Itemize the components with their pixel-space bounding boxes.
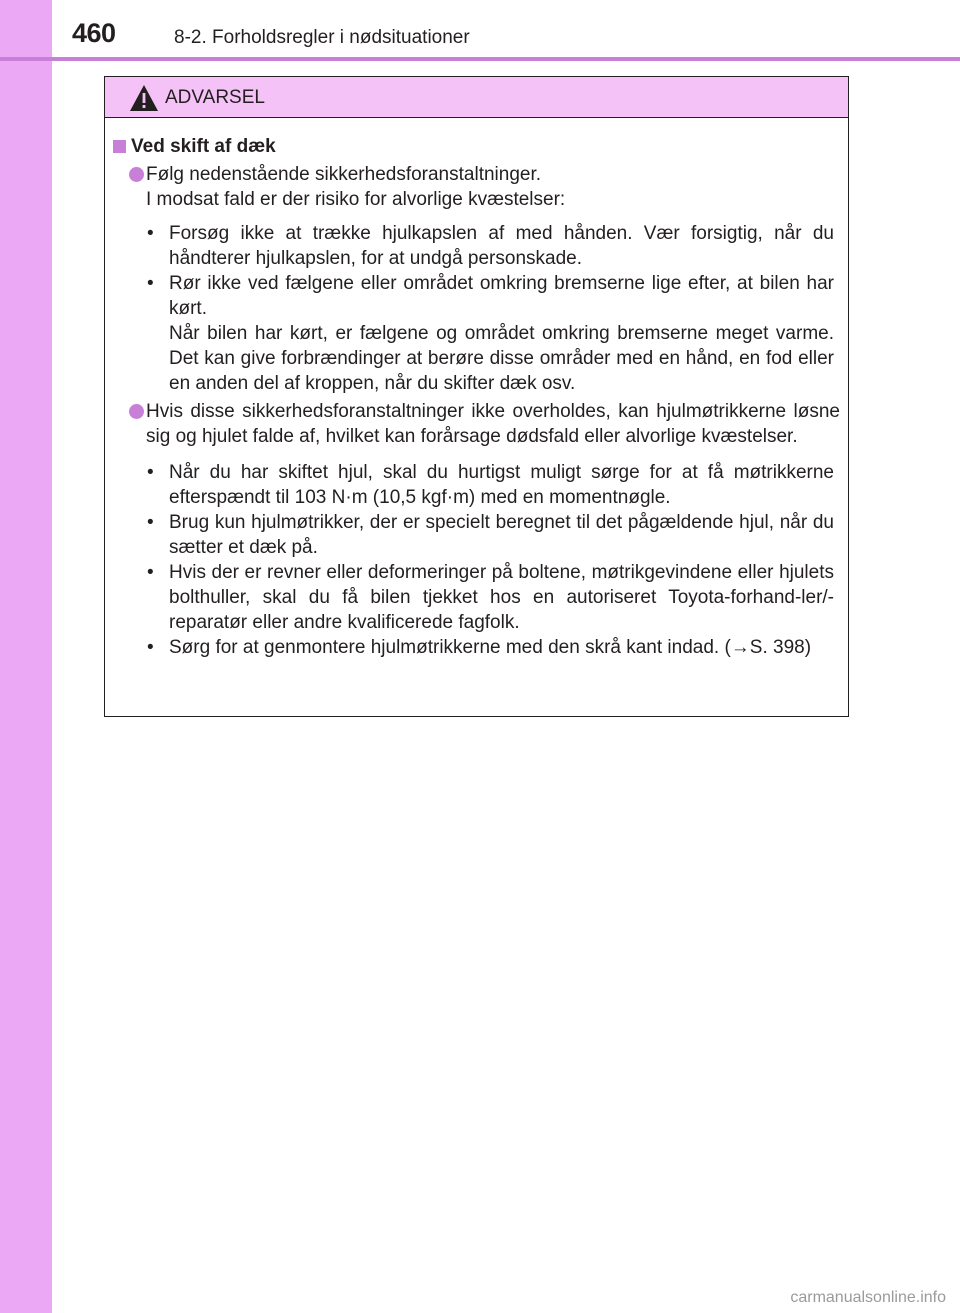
- header-tab: [0, 0, 52, 58]
- sub-item-text: Rør ikke ved fælgene eller området omkring bremserne lige efter, at bilen har kørt.: [169, 273, 834, 319]
- circle-bullet-icon: [129, 404, 144, 419]
- item-text: I modsat fald er der risiko for alvorlige kvæstelser:: [146, 189, 566, 210]
- section-heading: [105, 134, 848, 159]
- bullet-icon: •: [147, 223, 154, 244]
- sub-item-text: Brug kun hjulmøtrikker, der er specielt beregnet til det pågældende hjul, når du sætter et dæk på.: [169, 512, 834, 558]
- bullet-icon: •: [147, 273, 154, 294]
- sub-item-text: Når bilen har kørt, er fælgene og området omkring bremserne meget varme. Det kan give forbrændinger at berøre disse områder med en hånd, en fod eller en anden del af kroppen, når du skifter dæk osv.: [169, 323, 834, 394]
- page-header: [0, 0, 960, 58]
- bullet-icon: •: [147, 462, 154, 483]
- chapter-sidebar: [0, 0, 52, 1313]
- sub-item-text: Når du har skiftet hjul, skal du hurtigst muligt sørge for at få møtrikkerne efterspændt til 103 N·m (10,5 kgf·m) med en momentnøgle.: [169, 462, 834, 508]
- sub-list-item: [105, 635, 848, 660]
- warning-title: ADVARSEL: [165, 87, 265, 108]
- sub-item-text: Forsøg ikke at trække hjulkapslen af med hånden. Vær forsigtig, når du håndterer hjulkapslen, for at undgå personskade.: [169, 223, 834, 269]
- bullet-icon: •: [147, 562, 154, 583]
- sub-list-item: [105, 460, 848, 510]
- item-text: Følg nedenstående sikkerhedsforanstaltninger.: [146, 164, 542, 185]
- warning-header: [105, 77, 848, 118]
- list-item: [105, 399, 848, 449]
- sub-list-item: [105, 271, 848, 396]
- sub-list: [105, 221, 848, 396]
- header-divider: [0, 57, 960, 61]
- sub-list-item: [105, 221, 848, 271]
- page-number: 460: [72, 18, 116, 48]
- sub-item-text: Sørg for at genmontere hjulmøtrikkerne med den skrå kant indad. (→S. 398): [169, 637, 812, 658]
- sub-list-item: [105, 560, 848, 635]
- chapter-title: 8-2. Forholdsregler i nødsituationer: [174, 27, 470, 48]
- list-item: [105, 162, 848, 212]
- sub-list-item: [105, 510, 848, 560]
- warning-box: [104, 76, 849, 717]
- warning-body: [105, 134, 848, 660]
- circle-bullet-icon: [129, 167, 144, 182]
- section-title: Ved skift af dæk: [131, 136, 276, 157]
- sub-item-text: Hvis der er revner eller deformeringer på boltene, møtrikgevindene eller hjulets bolthuller, skal du få bilen tjekket hos en autoriseret Toyota-forhand-ler/-reparatør eller andre kvalificerede fagfolk.: [169, 562, 834, 633]
- square-bullet-icon: [113, 140, 126, 153]
- bullet-icon: •: [147, 512, 154, 533]
- warning-triangle-icon: [129, 84, 159, 112]
- sub-list: [105, 460, 848, 660]
- item-text: Hvis disse sikkerhedsforanstaltninger ikke overholdes, kan hjulmøtrikkerne løsne sig og hjulet falde af, hvilket kan forårsage dødsfald eller alvorlige kvæstelser.: [146, 401, 840, 447]
- bullet-icon: •: [147, 637, 154, 658]
- footer-watermark: carmanualsonline.info: [790, 1289, 946, 1306]
